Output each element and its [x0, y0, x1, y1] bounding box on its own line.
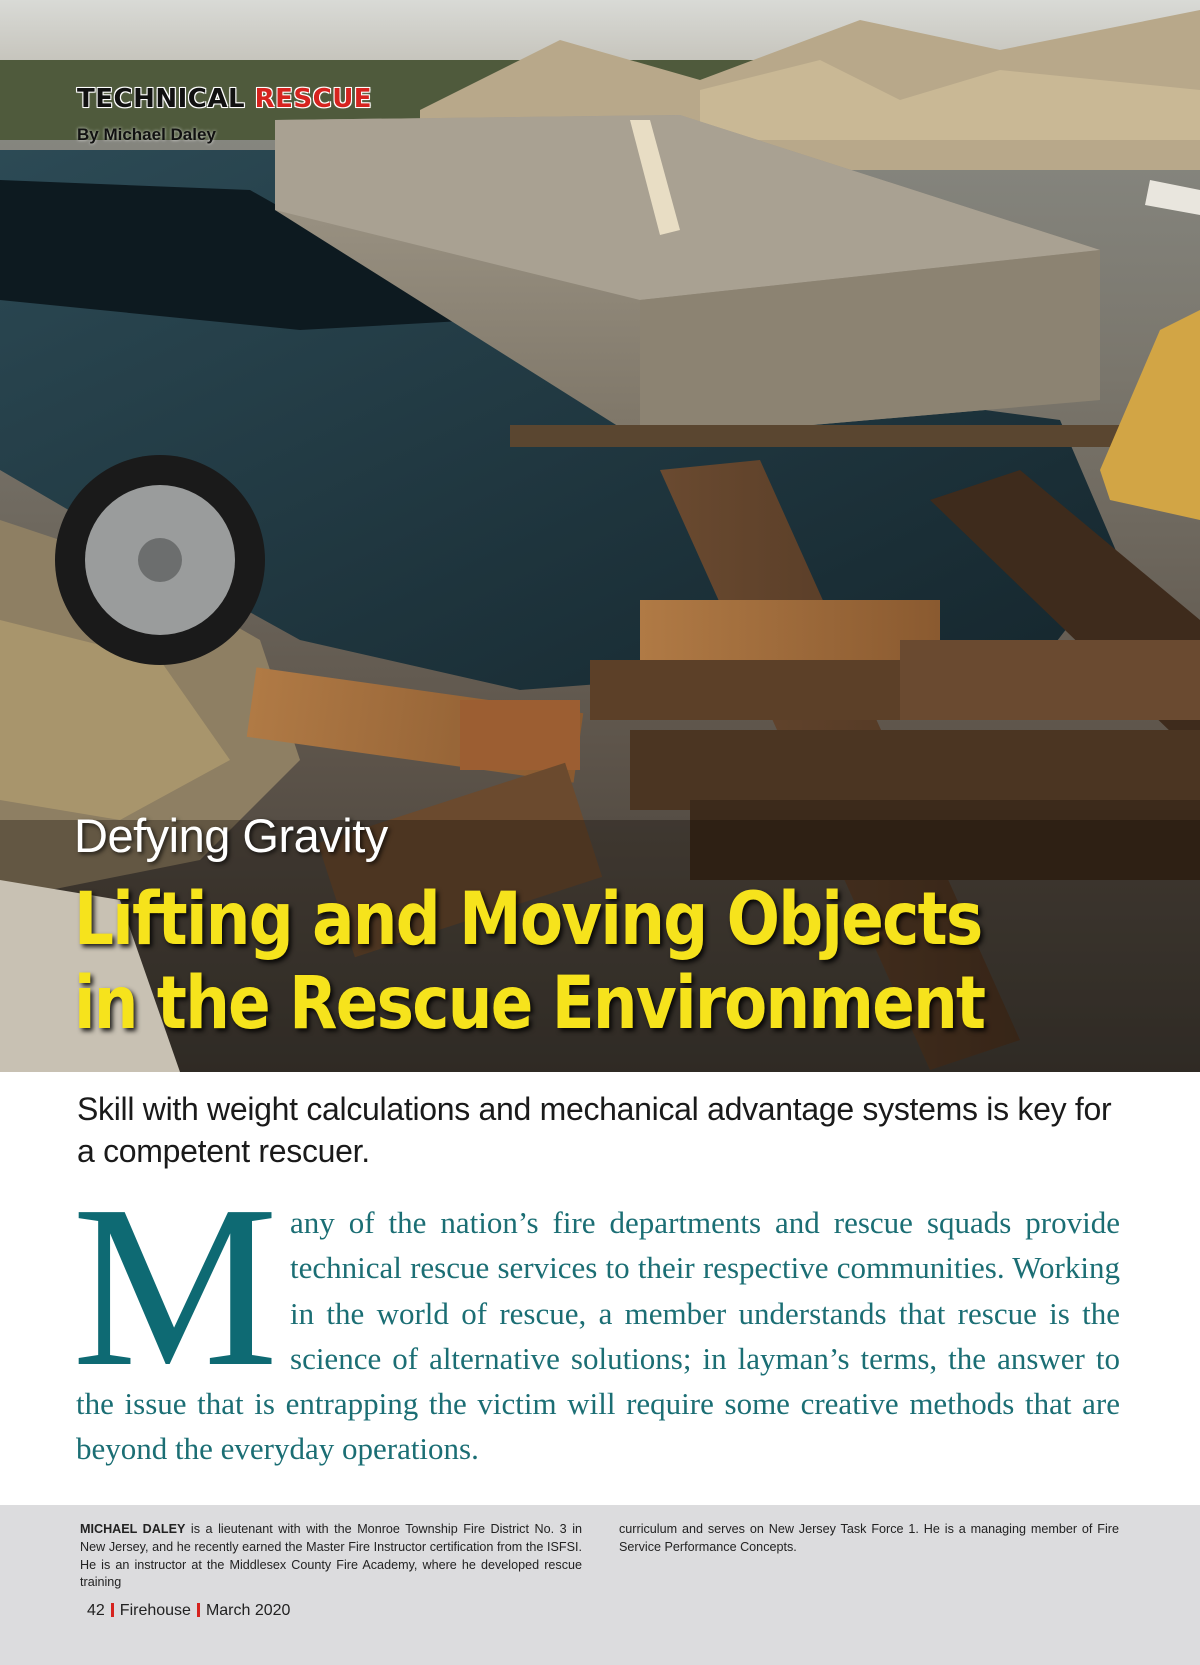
page-number: 42: [87, 1602, 105, 1619]
bio-text-left: is a lieutenant with with the Monroe Township Fire District No. 3 in New Jersey, and he recently earned the Master Fire Instructor certification from the ISFSI. He is an instructor at the Middlesex County Fire Academy, where he developed rescue training: [80, 1522, 583, 1590]
bio-column-left: [80, 1521, 582, 1592]
headline-line-2: in the Rescue Environment: [74, 961, 985, 1046]
author-bio-band: [0, 1505, 1200, 1665]
drop-cap: M: [72, 1158, 279, 1415]
headline-line-1: Lifting and Moving Objects: [74, 877, 982, 962]
issue-date: March 2020: [205, 1602, 291, 1619]
headline: [74, 878, 1020, 1046]
folio-separator: [197, 1603, 200, 1617]
folio-separator: [111, 1603, 114, 1617]
section-kicker: [77, 84, 372, 114]
intro-text: any of the nation’s fire departments and rescue squads provide technical rescue services to their respective communities. Working in the world of rescue, a member understands that rescue is the science of alternative solutions; in layman’s terms, the answer to the issue that is entrapping the victim will require some creative methods that are beyond the everyday operations.: [76, 1205, 1120, 1467]
page-folio: [87, 1602, 290, 1620]
drop-cap-spacer: [76, 1200, 290, 1378]
intro-paragraph: [76, 1200, 1120, 1472]
subhead: Skill with weight calculations and mechanical advantage systems is key for a competent rescuer.: [77, 1091, 1112, 1169]
bio-column-right: curriculum and serves on New Jersey Task Force 1. He is a managing member of Fire Service Performance Concepts.: [619, 1522, 1119, 1554]
title-deck: Defying Gravity: [74, 809, 388, 862]
bio-author-name: MICHAEL DALEY: [80, 1522, 186, 1536]
magazine-name: Firehouse: [119, 1602, 191, 1619]
kicker-word-rescue: RESCUE: [254, 84, 373, 114]
kicker-word-technical: TECHNICAL: [77, 84, 246, 114]
byline: By Michael Daley: [77, 125, 216, 144]
